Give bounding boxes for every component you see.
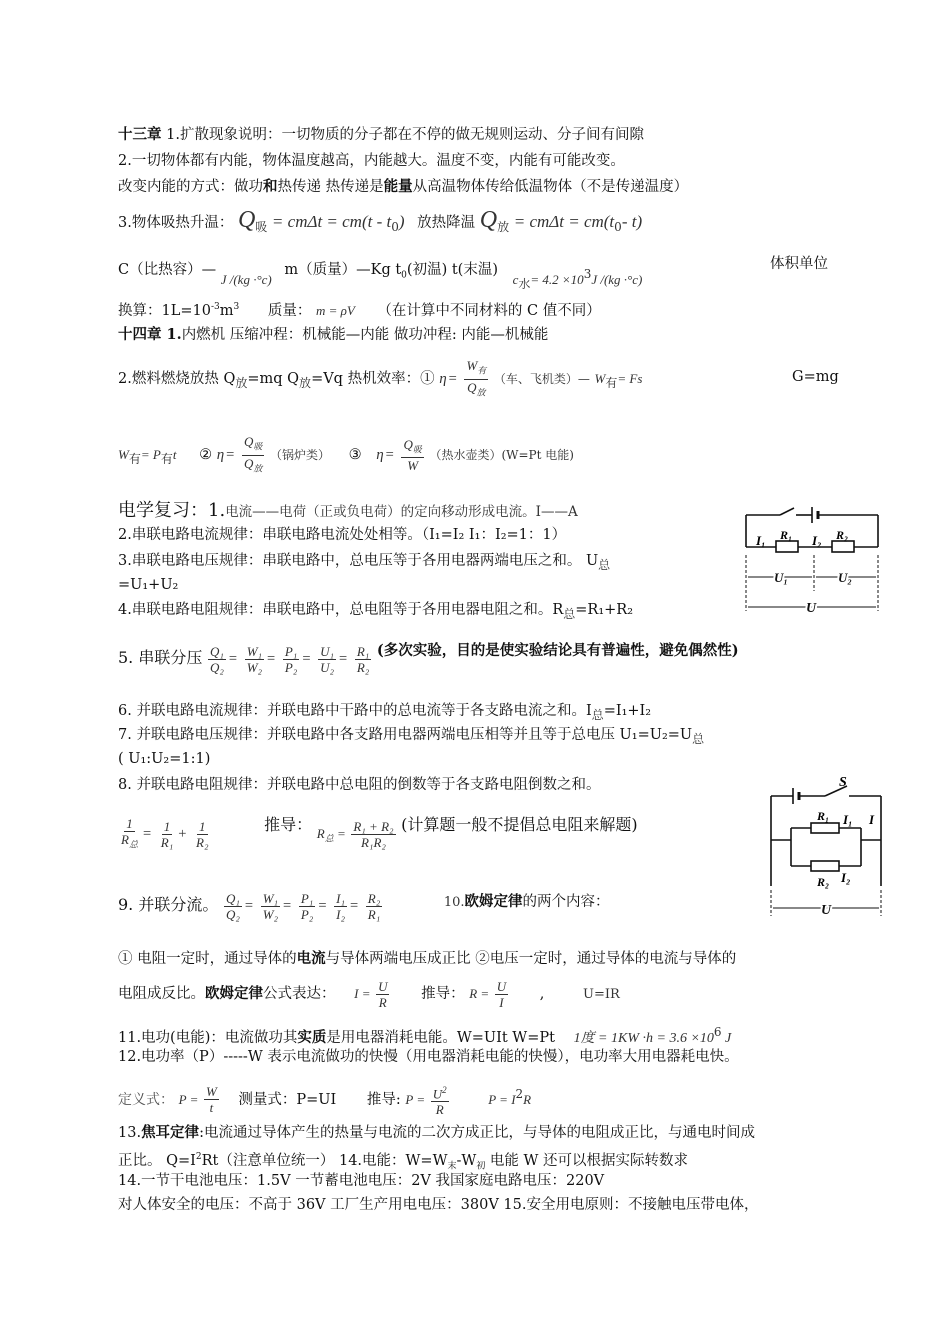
text: 欧姆定律 bbox=[205, 985, 263, 1002]
text: 体积单位 bbox=[770, 256, 828, 272]
q: Q bbox=[243, 434, 254, 449]
resistor-r2 bbox=[811, 861, 839, 871]
formula: ) bbox=[398, 212, 405, 231]
text: 13. bbox=[118, 1125, 142, 1141]
switch-lever bbox=[780, 508, 794, 515]
text: 与导体两端电压成正比 ②电压一定时，通过导体的电流与导体的 bbox=[325, 951, 737, 967]
elec-line13 bbox=[118, 1023, 731, 1048]
label-r2: R₂ bbox=[817, 875, 830, 889]
ch14-line3: $W_有= P_有t$ ② η = $\frac{Q_吸}{Q_放}$ （锅炉类） ③ η = $\frac{Q_吸}{W}$ （热水壶类）(W=Pt 电能) bbox=[118, 434, 574, 478]
text: G=mg bbox=[792, 369, 839, 385]
eta-symbol: η bbox=[216, 447, 225, 464]
formula: I = bbox=[354, 986, 371, 1001]
elec-line19: 对人体安全的电压：不高于 36V 工厂生产用电电压：380V 15.安全用电原则：不接触电压带电体， bbox=[118, 1197, 759, 1213]
text: (计算题一般不提倡总电阻来解题) bbox=[401, 815, 638, 834]
sup: 3 bbox=[583, 267, 592, 281]
formula: t bbox=[172, 447, 177, 463]
series-circuit-diagram bbox=[740, 505, 885, 617]
ch13-heading: 十三章 bbox=[118, 126, 162, 143]
text: 实质 bbox=[297, 1028, 327, 1046]
text: m bbox=[219, 302, 234, 319]
q-symbol: Q bbox=[479, 207, 498, 233]
ch13-line1 bbox=[118, 126, 644, 144]
text: （车、飞机类）— bbox=[493, 372, 590, 387]
text: =mq Q bbox=[247, 371, 300, 388]
text: 电阻成反比。 bbox=[118, 986, 205, 1002]
label-r2: R₂ bbox=[836, 528, 849, 542]
fraction: $\frac{\text{P₁}}{\text{P₂}}$ bbox=[300, 890, 314, 922]
elec-line3b: =U₁+U₂ bbox=[118, 577, 179, 593]
text: 推导： bbox=[264, 815, 313, 834]
text: 4.串联电路电阻规律：串联电路中，总电阻等于各用电器电阻之和。R bbox=[118, 602, 564, 618]
text: 测量式：P=UI bbox=[238, 1091, 337, 1108]
label-i1: I₁ bbox=[756, 533, 766, 548]
sub: 放 bbox=[476, 387, 486, 398]
label-r1: R₁ bbox=[780, 528, 793, 542]
text: ① 电阻一定时，通过导体的 bbox=[118, 951, 297, 967]
w: W bbox=[466, 358, 478, 373]
text: 3.物体吸热升温： bbox=[118, 215, 234, 231]
formula: R = bbox=[469, 986, 490, 1001]
sub: 水 bbox=[518, 276, 531, 291]
formula: P = bbox=[405, 1091, 426, 1107]
label-u2: U₂ bbox=[838, 570, 852, 585]
formula: - t) bbox=[621, 212, 643, 231]
formula: R bbox=[523, 1091, 532, 1107]
text: 1. bbox=[208, 500, 226, 521]
text: 2.燃料燃烧放热 Q bbox=[118, 371, 236, 388]
eta-symbol: η bbox=[376, 447, 384, 464]
formula: P = I bbox=[488, 1091, 516, 1107]
text: （热水壶类）(W=Pt 电能) bbox=[429, 448, 574, 463]
text: (初温) t(末温) bbox=[406, 261, 498, 278]
fraction: $\frac{U^2}{R}$ bbox=[432, 1084, 447, 1117]
text: (多次实验，目的是使实验结论具有普遍性，避免偶然性) bbox=[376, 642, 739, 659]
formula: = P bbox=[140, 447, 161, 463]
ch13-line2: 2.一切物体都有内能，物体温度越高，内能越大。温度不变，内能有可能改变。 bbox=[118, 153, 625, 169]
formula: 1度 = 1KW ·h = 3.6 ×10 bbox=[573, 1030, 714, 1046]
sup: 3 bbox=[233, 302, 240, 312]
unit: J /(kg ·°c) bbox=[220, 271, 272, 287]
fraction: $\frac{1}{R_总}$ bbox=[121, 815, 138, 850]
sub: 末 bbox=[447, 1161, 457, 1172]
elec-line12 bbox=[118, 972, 620, 1017]
q: Q bbox=[467, 379, 477, 395]
efficiency-fraction-3 bbox=[401, 437, 423, 474]
fraction: $\frac{\text{U₁}}{\text{U₂}}$ bbox=[320, 643, 335, 675]
fraction: $\frac{\text{R₁ + R₂}}{\text{R₁R₂}}$ bbox=[353, 818, 394, 850]
ch13-line4 bbox=[118, 206, 642, 241]
text: 内燃机 压缩冲程：机械能—内能 做功冲程: 内能—机械能 bbox=[181, 327, 549, 343]
label-u: U bbox=[821, 903, 832, 918]
text: 放热降温 bbox=[417, 215, 476, 231]
sup: 2 bbox=[195, 1152, 202, 1162]
sup: 2 bbox=[515, 1087, 524, 1101]
unit: J /(kg ·°c) bbox=[591, 271, 643, 287]
ch13-l1-text: 1.扩散现象说明：一切物质的分子都在不停的做无规则运动、分子间有间隙 bbox=[161, 127, 644, 143]
ch14-line1 bbox=[118, 326, 548, 344]
label-u1: U₁ bbox=[774, 570, 788, 585]
elec-line8-formula: $\frac{1}{R_总}$ = $\frac{1}{\text{R₁}}$ + $\frac{1}{\text{R₂}}$ 推导： $R_总$ = $\frac{\text{R₁ + R₂}}{\text{R₁R₂}}$ (计算题一般不提倡总电阻来解题) bbox=[118, 808, 638, 864]
resistor-r1 bbox=[811, 823, 839, 833]
w: W bbox=[407, 458, 419, 474]
elec-line14: 12.电功率（P）-----W 表示电流做功的快慢（用电器消耗电能的快慢），电功率大用电器耗电快。 bbox=[118, 1049, 739, 1065]
elec-line3 bbox=[118, 552, 610, 574]
sub: 有 bbox=[160, 451, 173, 466]
q-symbol: Q bbox=[237, 207, 256, 233]
sub: 总 bbox=[692, 731, 705, 746]
text: 11.电功(电能)：电流做功其 bbox=[118, 1029, 298, 1046]
efficiency-fraction-1 bbox=[464, 358, 488, 400]
text: =Vq 热机效率：① bbox=[311, 371, 435, 388]
sub: 放 bbox=[253, 463, 263, 474]
text: 换算：1L=10 bbox=[118, 302, 211, 319]
text: 公式表达： bbox=[263, 986, 336, 1002]
text: C（比热容）— bbox=[118, 261, 217, 278]
text: 和 bbox=[263, 178, 278, 195]
fraction: $\frac{\text{R₂}}{\text{R₁}}$ bbox=[367, 890, 381, 922]
q: Q bbox=[243, 455, 254, 471]
text: 9. 并联分流。 bbox=[118, 895, 219, 914]
text: 从高温物体传给低温物体（不是传递温度） bbox=[412, 179, 689, 195]
fraction: $\frac{\text{W₁}}{\text{W₂}}$ bbox=[246, 643, 263, 675]
sub: 初 bbox=[476, 1161, 486, 1172]
parallel-circuit-diagram bbox=[765, 774, 890, 918]
sub: 放 bbox=[299, 375, 312, 390]
text: =R₁+R₂ bbox=[575, 602, 634, 618]
text: 3.串联电路电压规律：串联电路中，总电压等于各用电器两端电压之和。 U bbox=[118, 553, 599, 569]
ch14-line2: 2.燃料燃烧放热 $Q_放=mq$ $Q_放=Vq$ 热机效率：① η = $\frac{W_有}{Q_放}$ （车、飞机类）— $W_有= Fs$ G=mg bbox=[118, 358, 838, 402]
elec-line15 bbox=[118, 1072, 531, 1122]
text: 质量： bbox=[267, 302, 312, 319]
text: 改变内能的方式：做功 bbox=[118, 179, 263, 195]
ch13-line6 bbox=[118, 298, 601, 320]
formula: = cmΔt = cm(t - t bbox=[271, 212, 392, 231]
text: 电流 bbox=[296, 950, 326, 967]
text: U=IR bbox=[582, 987, 620, 1002]
fraction: $\frac{\text{Q₁}}{\text{Q₂}}$ bbox=[225, 890, 240, 922]
elec-line7b: ( U₁:U₂=1:1) bbox=[118, 751, 211, 767]
text: （在计算中不同材料的 C 值不同） bbox=[377, 302, 601, 319]
formula: = Fs bbox=[617, 371, 643, 387]
sup: -3 bbox=[210, 302, 220, 312]
value: = 4.2 ×10 bbox=[530, 271, 584, 287]
sub: 有 bbox=[477, 365, 487, 376]
label-i: I bbox=[869, 812, 875, 827]
elec-line16 bbox=[118, 1124, 755, 1142]
elec-heading: 电学复习： bbox=[118, 500, 208, 521]
text: , bbox=[539, 986, 545, 1002]
formula: P = bbox=[178, 1091, 199, 1107]
text: 电流——电荷（正或负电荷）的定向移动形成电流。I——A bbox=[225, 504, 578, 520]
elec-line18: 14.一节干电池电压：1.5V 一节蓄电池电压：2V 我国家庭电路电压：220V bbox=[118, 1173, 605, 1189]
text: 6. 并联电路电流规律：并联电路中干路中的总电流等于各支路电流之和。I bbox=[118, 703, 592, 719]
text: 正比。 Q=I bbox=[118, 1152, 196, 1169]
formula: J bbox=[721, 1030, 732, 1046]
text: -W bbox=[456, 1152, 477, 1169]
fraction: $\frac{\text{I₁}}{\text{I₂}}$ bbox=[336, 890, 345, 922]
elec-line9: 9. 并联分流。 $\frac{\text{Q₁}}{\text{Q₂}}$ = $\frac{\text{W₁}}{\text{W₂}}$ = $\frac{\text{P₁}}{\text{P₂}}$ = $\frac{\text{I₁}}{\text{I₂}}$ = $\frac{\text{R₂}}{\text{R₁}}$ 10.欧姆定律的两个内容： bbox=[118, 890, 610, 922]
sub: 0 bbox=[401, 270, 407, 281]
label-i2: I₂ bbox=[841, 870, 851, 885]
text: :电流通过导体产生的热量与电流的二次方成正比，与导体的电阻成正比，与通电时间成 bbox=[199, 1125, 755, 1141]
sub: 0 bbox=[391, 219, 399, 234]
resistor-r1 bbox=[776, 541, 798, 552]
text: 推导: bbox=[366, 1091, 401, 1108]
sup: 6 bbox=[713, 1025, 722, 1039]
fraction: $\frac{1}{\text{R₂}}$ bbox=[196, 818, 209, 850]
text: 7. 并联电路电压规律：并联电路中各支路用电器两端电压相等并且等于总电压 U₁=U₂=U bbox=[118, 727, 693, 743]
label-i2: I₂ bbox=[812, 533, 822, 548]
text: 电能 W 还可以根据实际转数求 bbox=[485, 1152, 689, 1169]
text: （锅炉类） bbox=[269, 448, 330, 463]
label-r1: R₁ bbox=[817, 809, 830, 823]
fraction: $\frac{\text{R₁}}{\text{R₂}}$ bbox=[356, 643, 370, 675]
elec-line6 bbox=[118, 702, 651, 724]
text: 能量 bbox=[383, 178, 413, 195]
label-s: S bbox=[839, 775, 847, 790]
efficiency-fraction-2 bbox=[242, 434, 264, 476]
text: Rt（注意单位统一） 14.电能：W=W bbox=[201, 1152, 448, 1169]
sub: 放 bbox=[497, 219, 510, 234]
fraction: $\frac{1}{\text{R₁}}$ bbox=[160, 818, 174, 850]
fraction: $\frac{\text{Q₁}}{\text{Q₂}}$ bbox=[209, 643, 224, 675]
sub: 有 bbox=[128, 451, 141, 466]
w: W bbox=[594, 371, 606, 387]
elec-line11 bbox=[118, 950, 736, 968]
q: Q bbox=[403, 436, 413, 452]
sub: 吸 bbox=[255, 219, 268, 234]
sub: 吸 bbox=[412, 444, 422, 455]
sub: 总 bbox=[591, 707, 604, 722]
w: W bbox=[118, 447, 129, 463]
formula: = cmΔt = cm(t bbox=[513, 212, 615, 231]
sub: 0 bbox=[614, 219, 622, 234]
elec-line4 bbox=[118, 601, 633, 623]
fraction: $\frac{U}{I}$ bbox=[496, 978, 507, 1010]
ch13-line3 bbox=[118, 178, 688, 196]
elec-line5: 5. 串联分压 $\frac{\text{Q₁}}{\text{Q₂}}$ = $\frac{\text{W₁}}{\text{W₂}}$ = $\frac{\text{P₁}}{\text{P₂}}$ = $\frac{\text{U₁}}{\text{U₂}}$ = $\frac{\text{R₁}}{\text{R₂}}$ (多次实验，目的是使实验结论具有普遍性，避免偶然性) bbox=[118, 642, 739, 675]
formula: m = ρV bbox=[315, 302, 355, 318]
text: m（质量）—Kg t bbox=[284, 261, 402, 278]
ch13-line5 bbox=[118, 254, 838, 291]
fraction: $\frac{W}{t}$ bbox=[205, 1084, 217, 1116]
text: 定义式： bbox=[118, 1091, 174, 1108]
fraction: $\frac{\text{W₁}}{\text{W₂}}$ bbox=[262, 890, 279, 922]
elec-line2: 2.串联电路电流规律：串联电路电流处处相等。（I₁=I₂ I₁：I₂=1：1） bbox=[118, 527, 567, 543]
elec-line8: 8. 并联电路电阻规律：并联电路中总电阻的倒数等于各支路电阻倒数之和。 bbox=[118, 777, 601, 793]
text: 5. 串联分压 bbox=[118, 648, 203, 667]
text: =I₁+I₂ bbox=[603, 703, 652, 719]
ch14-heading: 十四章 1. bbox=[118, 326, 182, 343]
eta-symbol: η bbox=[439, 371, 447, 388]
text: 推导： bbox=[421, 986, 465, 1002]
label-i1: I₁ bbox=[843, 812, 853, 827]
elec-line7 bbox=[118, 726, 704, 748]
sub: 放 bbox=[235, 375, 248, 390]
label-u: U bbox=[806, 601, 817, 616]
fraction: $\frac{\text{P₁}}{\text{P₂}}$ bbox=[284, 643, 298, 675]
sub: 吸 bbox=[253, 441, 263, 452]
c-symbol: c bbox=[512, 271, 519, 287]
sub: 有 bbox=[605, 375, 618, 390]
sub: 总 bbox=[598, 557, 611, 572]
fraction: $\frac{U}{R}$ bbox=[378, 978, 388, 1010]
text: ② bbox=[199, 447, 213, 464]
text: ③ bbox=[348, 447, 362, 464]
text: 热传递 热传递是 bbox=[277, 179, 384, 195]
resistor-r2 bbox=[832, 541, 854, 552]
elec-line1 bbox=[118, 500, 578, 523]
text: 是用电器消耗电能。W=UIt W=Pt bbox=[326, 1029, 555, 1046]
text: 焦耳定律 bbox=[141, 1124, 200, 1141]
sub: 总 bbox=[563, 606, 576, 621]
